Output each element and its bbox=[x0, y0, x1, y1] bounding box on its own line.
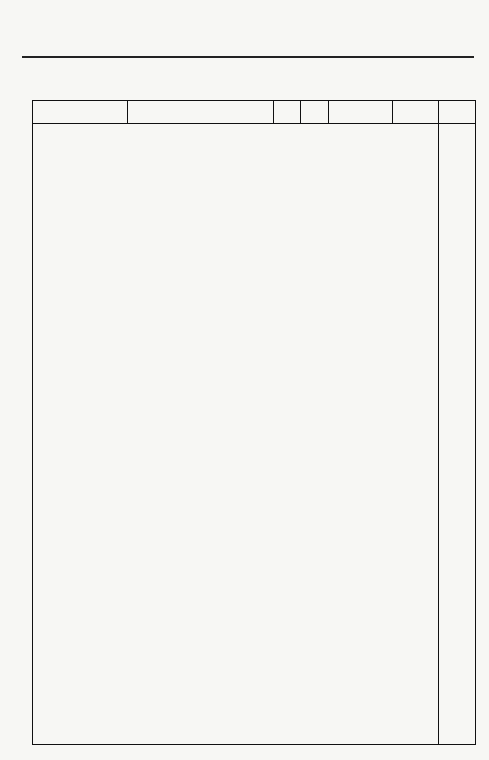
page-header bbox=[0, 0, 489, 58]
col-fame bbox=[392, 101, 438, 123]
col-full-name bbox=[328, 101, 392, 123]
table-rows bbox=[33, 123, 439, 744]
era-column bbox=[438, 123, 475, 744]
scholars-table bbox=[32, 100, 476, 745]
table-header-row bbox=[33, 101, 475, 124]
col-source bbox=[33, 101, 127, 123]
table-body bbox=[33, 123, 475, 744]
col-works bbox=[127, 101, 273, 123]
col-era bbox=[438, 101, 475, 123]
col-death bbox=[273, 101, 301, 123]
col-birth bbox=[300, 101, 328, 123]
header-rule bbox=[22, 56, 474, 58]
